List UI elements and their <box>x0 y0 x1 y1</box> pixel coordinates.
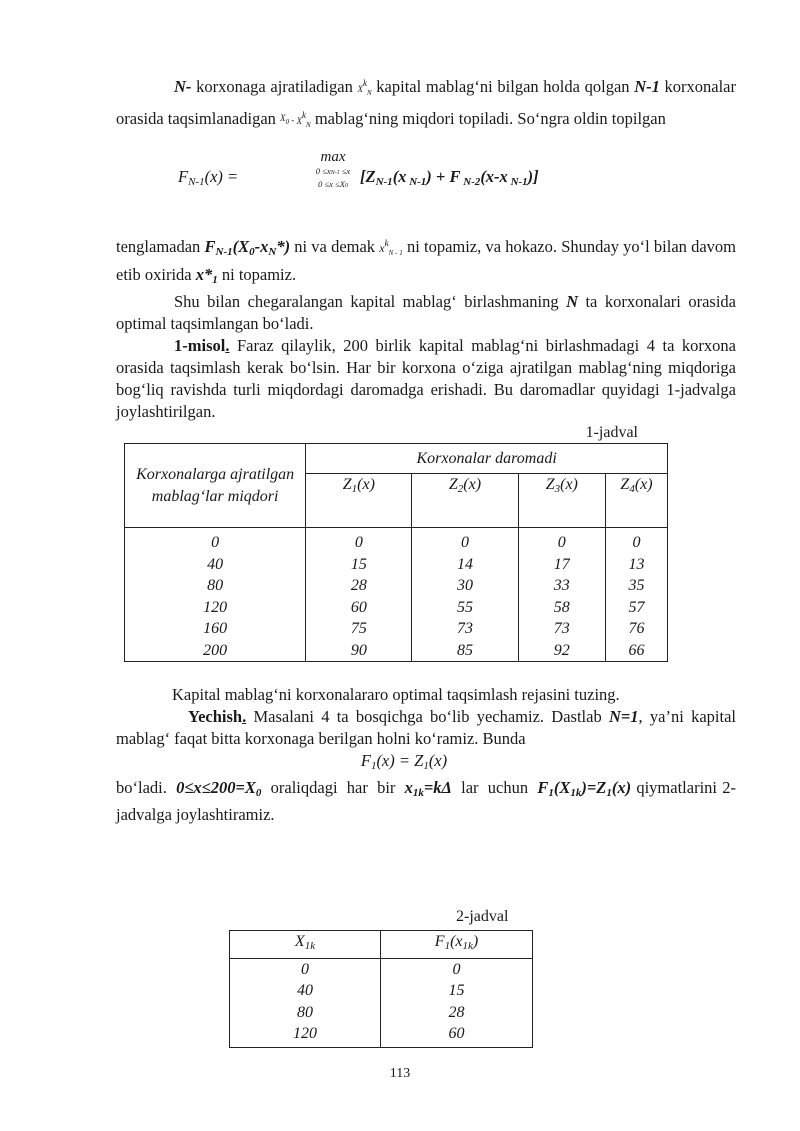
math-sub: N-2 <box>460 176 481 188</box>
math: ) + F <box>426 167 461 186</box>
solution-label: Yechish <box>188 707 243 726</box>
page-body <box>116 72 736 826</box>
solution-dot: . <box>242 707 247 726</box>
math-arg: (x) = <box>204 167 239 186</box>
max-condition-1 <box>310 166 356 179</box>
formula-max-operator <box>310 148 356 192</box>
math: (x <box>392 167 407 186</box>
table1-z2-values: 0 14 30 55 73 85 <box>412 528 518 662</box>
text: ni topamiz. <box>217 265 297 284</box>
page-number: 113 <box>389 1066 411 1081</box>
text: bo‘ladi. <box>116 778 177 797</box>
math-sub: 1 <box>548 787 554 799</box>
math: x* <box>195 265 213 284</box>
math-sub: N-1 <box>507 176 528 188</box>
col-arg: (x) <box>463 476 482 493</box>
math: =kΔ <box>423 778 452 797</box>
table1-col-z4 <box>606 474 668 528</box>
math-sup: k <box>384 238 389 248</box>
table2-col-x1k <box>230 931 381 959</box>
table-1 <box>124 443 668 662</box>
math-xnk-2 <box>296 110 311 129</box>
math: N=1 <box>608 707 639 726</box>
paragraph-2 <box>116 232 736 291</box>
text: kapital mablag‘ni bilgan holda qolgan <box>371 76 635 96</box>
text: qiymatlarini 2-jadvalga joylashtiramiz. <box>116 778 736 824</box>
math-sub: 1 <box>212 274 218 286</box>
math-base: X <box>296 116 303 126</box>
max-label: max <box>320 149 346 165</box>
table1-z3-values: 0 17 33 58 73 92 <box>518 528 605 662</box>
math-sub: N <box>366 89 372 97</box>
math-base: X <box>280 113 286 123</box>
table1-z4-values: 0 13 35 57 76 66 <box>606 528 668 662</box>
paragraph-3 <box>116 291 736 335</box>
math-sub: 1 <box>370 760 377 772</box>
text: tenglamadan <box>116 236 205 256</box>
table2-f-values: 0 15 28 60 <box>381 958 533 1047</box>
table2-caption: 2-jadval <box>456 908 509 925</box>
math-f: F <box>178 167 189 186</box>
cond-text: 0 ≤x ≤X <box>318 179 345 189</box>
math-sub: N-1 <box>406 176 427 188</box>
col-sub: 1k <box>462 940 473 952</box>
cond-sub: N-1 <box>330 170 340 176</box>
cond-text: ≤x <box>339 166 351 176</box>
math: [Z <box>360 167 376 186</box>
math: F <box>204 236 216 256</box>
math: (x) = Z <box>376 751 424 770</box>
math-sup: k <box>362 78 367 88</box>
math-sub: N <box>268 245 277 258</box>
table1-group-header: Korxonalar daromadi <box>306 444 668 474</box>
math: (x) <box>428 751 448 770</box>
paragraph-example <box>116 335 736 423</box>
math-sub: 1k <box>570 787 582 799</box>
math: 0≤x≤200=X <box>176 778 256 797</box>
math: -x <box>254 236 269 256</box>
paragraph-solution <box>116 706 736 750</box>
math: (x) <box>611 778 632 797</box>
col-arg: (x <box>450 933 463 950</box>
math-sub: 1 <box>606 787 612 799</box>
math: N <box>566 292 578 311</box>
math-sub: N-1 <box>188 176 205 188</box>
math-sub: N-1 <box>375 176 393 188</box>
table1-col0-header: Korxonalarga ajratilgan mablag‘lar miqdori <box>125 444 306 528</box>
text: lar uchun <box>451 778 538 797</box>
table1-col-z1 <box>306 474 412 528</box>
math-x0 <box>280 113 290 126</box>
math-sub: N-1 <box>215 245 233 258</box>
table1-col-z2 <box>412 474 518 528</box>
col-arg: (x) <box>634 476 653 493</box>
math-xk <box>379 238 403 257</box>
text: korxonaga ajratiladigan <box>191 76 358 96</box>
col-sub: 1k <box>304 940 316 952</box>
formula-rhs <box>360 166 539 193</box>
math: (X <box>553 778 571 797</box>
text: Shu bilan chegaralangan kapital mablag‘ birlashmaning <box>174 292 567 311</box>
text: Masalani 4 ta bosqichga bo‘lib yechamiz. Dastlab <box>246 707 609 726</box>
table2-x-values: 0 40 80 120 <box>230 958 381 1047</box>
table1-caption: 1-jadval <box>585 424 638 441</box>
text-n-1: N-1 <box>634 76 660 96</box>
col-arg: ) <box>472 933 479 950</box>
paragraph-4 <box>116 777 736 826</box>
math-sub: 0 <box>285 118 290 126</box>
col-sub: 4 <box>629 483 635 495</box>
col-sub: 2 <box>457 483 464 495</box>
max-condition-2 <box>310 179 356 192</box>
math: (x-x <box>480 167 508 186</box>
col-sub: 3 <box>554 483 561 495</box>
math-xnk <box>357 78 372 97</box>
paragraph-task: Kapital mablag‘ni korxonalararo optimal taqsimlash rejasini tuzing. <box>172 685 620 704</box>
math-sup: k <box>302 110 307 120</box>
text: , ya’ni kapital mablag‘ faqat bitta korxonaga berilgan holni ko‘ramiz. Bunda <box>116 707 736 748</box>
col-base: Z <box>620 476 630 493</box>
text: mablag‘ning miqdori topiladi. So‘ngra oldin topilgan <box>310 108 666 128</box>
text: ni va demak <box>290 236 380 256</box>
col-arg: (x) <box>357 476 375 493</box>
text: ta korxonalari orasida optimal taqsimlangan bo‘ladi. <box>116 292 736 333</box>
math: x <box>404 778 413 797</box>
recurrence-formula <box>178 148 736 204</box>
text-n: N- <box>174 76 192 96</box>
math-sub: 0 <box>249 245 255 258</box>
cond-text: 0 ≤x <box>315 166 331 176</box>
equation-f1 <box>116 750 736 777</box>
math-minus: - <box>289 115 297 125</box>
math-sub: 0 <box>255 787 262 799</box>
math: (X <box>232 236 250 256</box>
math: F <box>537 778 549 797</box>
table-2 <box>229 930 533 1048</box>
math: )] <box>527 167 539 186</box>
cond-sub: 0 <box>344 183 348 189</box>
text: Faraz qilaylik, 200 birlik kapital mablag‘ni birlashmadagi 4 ta korxona orasida taqsimlash kerak bo‘lsin. Har bir korxona o‘ziga ajratilgan mablag‘ning miqdoriga bog‘liq ravishda turli miqdordagi daromadga erishadi. Bu daromadlar quyidagi 1-jadvalga joylashtirilgan. <box>116 336 736 421</box>
math: )=Z <box>581 778 607 797</box>
formula-lhs <box>178 166 238 193</box>
table1-z1-values: 0 15 28 60 75 90 <box>306 528 412 662</box>
col-sub: 1 <box>351 483 358 495</box>
paragraph-1 <box>116 72 736 136</box>
col-base: Z <box>448 476 458 493</box>
table1-amounts: 0 40 80 120 160 200 <box>125 528 306 662</box>
math-sub: N <box>306 121 311 129</box>
math-sub: 1 <box>423 760 429 772</box>
example-label: 1-misol <box>174 336 226 355</box>
text: ni topamiz, va hokazo. Shunday yo‘l bilan davom etib oxirida <box>116 236 737 284</box>
math-base: x <box>379 241 385 255</box>
math: *) <box>276 236 291 256</box>
table2-col-f1 <box>381 931 533 959</box>
text: oraliqdagi har bir <box>261 778 405 797</box>
math: F <box>360 751 371 770</box>
math-base: X <box>357 84 363 94</box>
col-arg: (x) <box>560 476 578 493</box>
text: korxonalar orasida taqsimlanadigan <box>116 76 736 128</box>
col-sub: 1 <box>444 940 451 952</box>
col-base: F <box>434 933 445 950</box>
col-base: X <box>294 933 305 950</box>
col-base: Z <box>342 476 352 493</box>
col-base: Z <box>545 476 555 493</box>
math-sub: 1k <box>412 787 424 799</box>
table1-col-z3 <box>518 474 605 528</box>
example-dot: . <box>225 336 230 355</box>
math-sub: N - 1 <box>388 249 403 257</box>
